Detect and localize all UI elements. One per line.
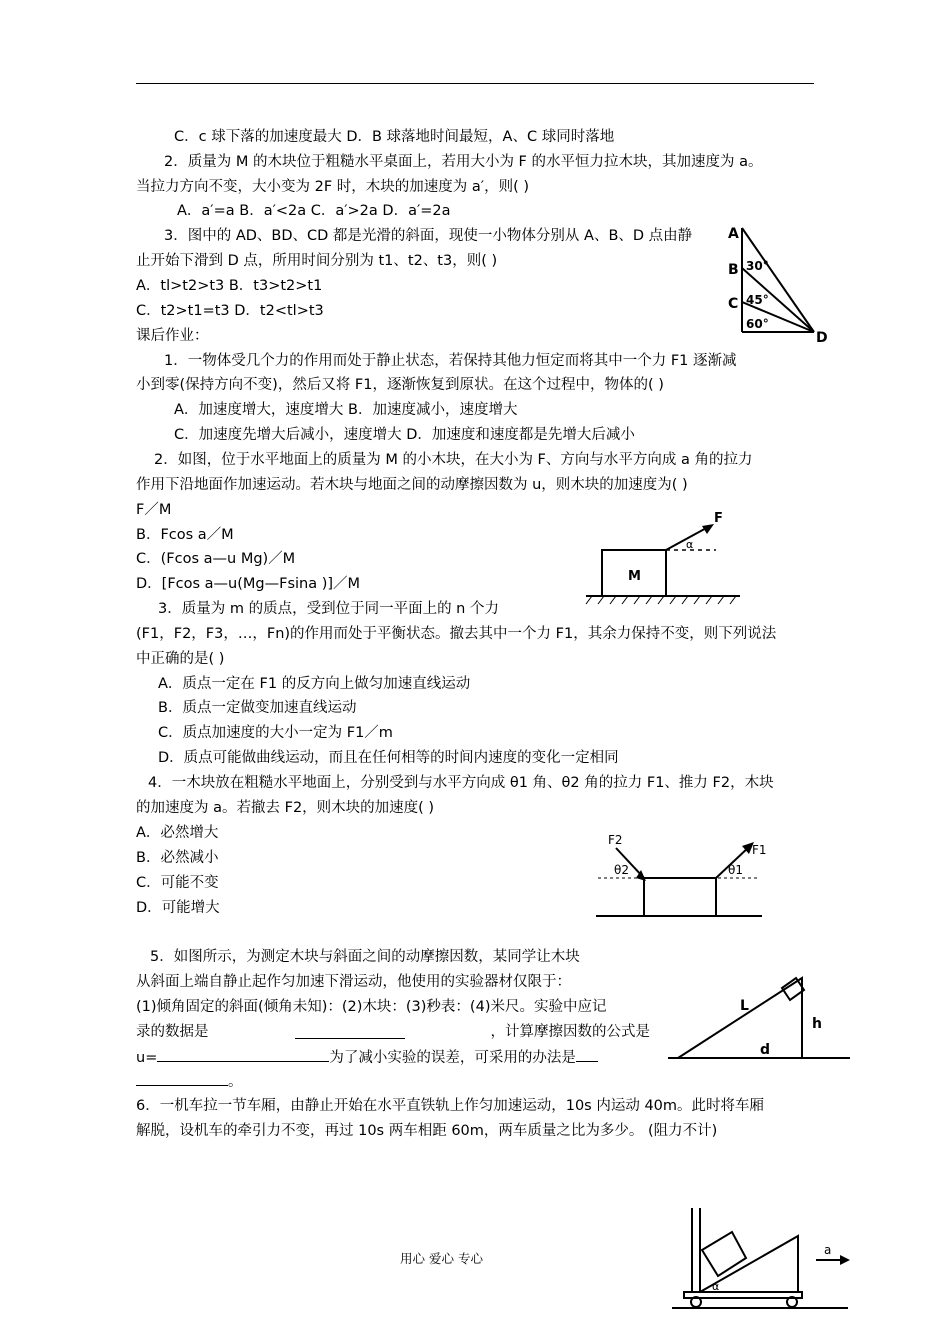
text-line: 止开始下滑到 D 点，所用时间分别为 t1、t2、t3，则( ) — [136, 253, 498, 269]
cart-base — [684, 1292, 802, 1298]
header-rule — [136, 83, 814, 84]
point-label: D — [816, 330, 828, 344]
distance-label: d — [760, 1042, 771, 1058]
section-heading: 课后作业： — [136, 328, 209, 344]
angle-label: θ2 — [614, 863, 629, 877]
text-line: A．质点一定在 F1 的反方向上做匀加速直线运动 — [158, 676, 471, 692]
block-force-figure — [580, 508, 746, 606]
push-pull-figure — [590, 826, 770, 924]
text-line: B．必然减小 — [136, 850, 219, 866]
force-label: F — [714, 511, 723, 526]
text-line: A．a′=a B．a′<2a C．a′>2a D．a′=2a — [177, 203, 451, 219]
text-line: C．可能不变 — [136, 875, 219, 891]
force-label: F2 — [608, 833, 623, 847]
incline-experiment-figure — [664, 962, 854, 1066]
block — [644, 878, 716, 916]
text-line: 2．如图，位于水平地面上的质量为 M 的小木块，在大小为 F、方向与水平方向成 a 角的拉力 — [154, 452, 753, 468]
force-label: F1 — [752, 843, 767, 857]
text-line: A．加速度增大，速度增大 B．加速度减小，速度增大 — [174, 402, 518, 418]
fill-blank-line — [136, 1047, 598, 1068]
text-line: 当拉力方向不变，大小变为 2F 时，木块的加速度为 a′，则( ) — [136, 179, 529, 195]
text-line: 1．一物体受几个力的作用而处于静止状态，若保持其他力恒定而将其中一个力 F1 逐渐减 — [164, 353, 737, 369]
text-line: 2．质量为 M 的木块位于粗糙水平桌面上，若用大小为 F 的水平恒力拉木块，其加速度为 a。 — [164, 154, 763, 170]
text-fragment: 为了减小实验的误差，可采用的办法是 — [329, 1050, 576, 1066]
text-line: 解脱，设机车的牵引力不变，再过 10s 两车相距 60m，两车质量之比为多少。 (阻力不计) — [136, 1123, 718, 1139]
length-label: L — [740, 998, 749, 1014]
text-line: 中正确的是( ) — [136, 651, 225, 667]
text-line: C．质点加速度的大小一定为 F1／m — [158, 725, 393, 741]
fill-blank-line — [136, 1071, 243, 1092]
text-line: 5．如图所示，为测定木块与斜面之间的动摩擦因数，某同学让木块 — [150, 949, 580, 965]
angle-label: α — [686, 538, 694, 551]
blank-field[interactable] — [295, 1022, 405, 1039]
text-line: C．加速度先增大后减小，速度增大 D．加速度和速度都是先增大后减小 — [174, 427, 635, 443]
point-label: A — [728, 226, 739, 242]
text-line: C．c 球下落的加速度最大 D．B 球落地时间最短，A、C 球同时落地 — [174, 129, 615, 145]
text-fragment: u= — [136, 1050, 158, 1066]
angle-label: 30° — [746, 259, 769, 273]
text-line: F／M — [136, 502, 172, 518]
text-line: D．可能增大 — [136, 900, 220, 916]
point-label: C — [728, 296, 739, 312]
text-line: 小到零(保持方向不变)，然后又将 F1，逐渐恢复到原状。在这个过程中，物体的( ) — [136, 377, 664, 393]
acceleration-label: a — [824, 1243, 832, 1257]
text-line: 4．一木块放在粗糙水平地面上，分别受到与水平方向成 θ1 角、θ2 角的拉力 F1、推力 F2，木块 — [148, 775, 774, 791]
fill-blank-line — [136, 1022, 650, 1042]
text-line: C．(Fcos a—u Mg)／M — [136, 551, 296, 567]
text-line: C．t2>t1=t3 D．t2<tl>t3 — [136, 303, 324, 319]
cart-figure — [672, 1204, 852, 1314]
text-line: B．Fcos a／M — [136, 527, 234, 543]
text-fragment: ，计算摩擦因数的公式是 — [490, 1024, 650, 1040]
angle-label: α — [712, 1280, 720, 1293]
arrow-head — [840, 1255, 850, 1265]
text-line: B．质点一定做变加速直线运动 — [158, 700, 357, 716]
text-line: A．必然增大 — [136, 825, 219, 841]
text-fragment: 录的数据是 — [136, 1024, 209, 1040]
text-fragment: 。 — [228, 1074, 243, 1090]
text-line: 3．图中的 AD、BD、CD 都是光滑的斜面，现使一小物体分别从 A、B、D 点由静 — [164, 228, 693, 244]
text-line: (1)倾角固定的斜面(倾角未知)：(2)木块：(3)秒表：(4)米尺。实验中应记 — [136, 999, 607, 1015]
angle-label: 45° — [746, 293, 769, 307]
angle-label: 60° — [746, 317, 769, 331]
point-label: B — [728, 262, 739, 278]
text-line: D．质点可能做曲线运动，而且在任何相等的时间内速度的变化一定相同 — [158, 750, 619, 766]
text-line: D．[Fcos a—u(Mg—Fsina )]／M — [136, 576, 361, 592]
inclines-figure — [722, 222, 832, 344]
text-line: (F1，F2，F3，…，Fn)的作用而处于平衡状态。撤去其中一个力 F1，其余力保持不变，则下列说法 — [136, 626, 777, 642]
angle-label: θ1 — [728, 863, 743, 877]
text-line: 从斜面上端自静止起作匀加速下滑运动，他使用的实验器材仅限于： — [136, 974, 571, 990]
block-label: M — [628, 569, 641, 584]
blank-field[interactable] — [136, 1071, 228, 1086]
text-line: 6．一机车拉一节车厢，由静止开始在水平直铁轨上作匀加速运动，10s 内运动 40m。此时将车厢 — [136, 1098, 765, 1114]
text-line: 的加速度为 a。若撤去 F2，则木块的加速度( ) — [136, 800, 435, 816]
blank-field[interactable] — [157, 1047, 329, 1062]
text-line: 作用下沿地面作加速运动。若木块与地面之间的动摩擦因数为 u，则木块的加速度为( ) — [136, 477, 688, 493]
page-footer: 用心 爱心 专心 — [400, 1251, 483, 1266]
blank-field[interactable] — [576, 1047, 598, 1062]
text-line: A．tl>t2>t3 B．t3>t2>t1 — [136, 278, 323, 294]
height-label: h — [812, 1016, 822, 1032]
text-line: 3．质量为 m 的质点，受到位于同一平面上的 n 个力 — [158, 601, 499, 617]
